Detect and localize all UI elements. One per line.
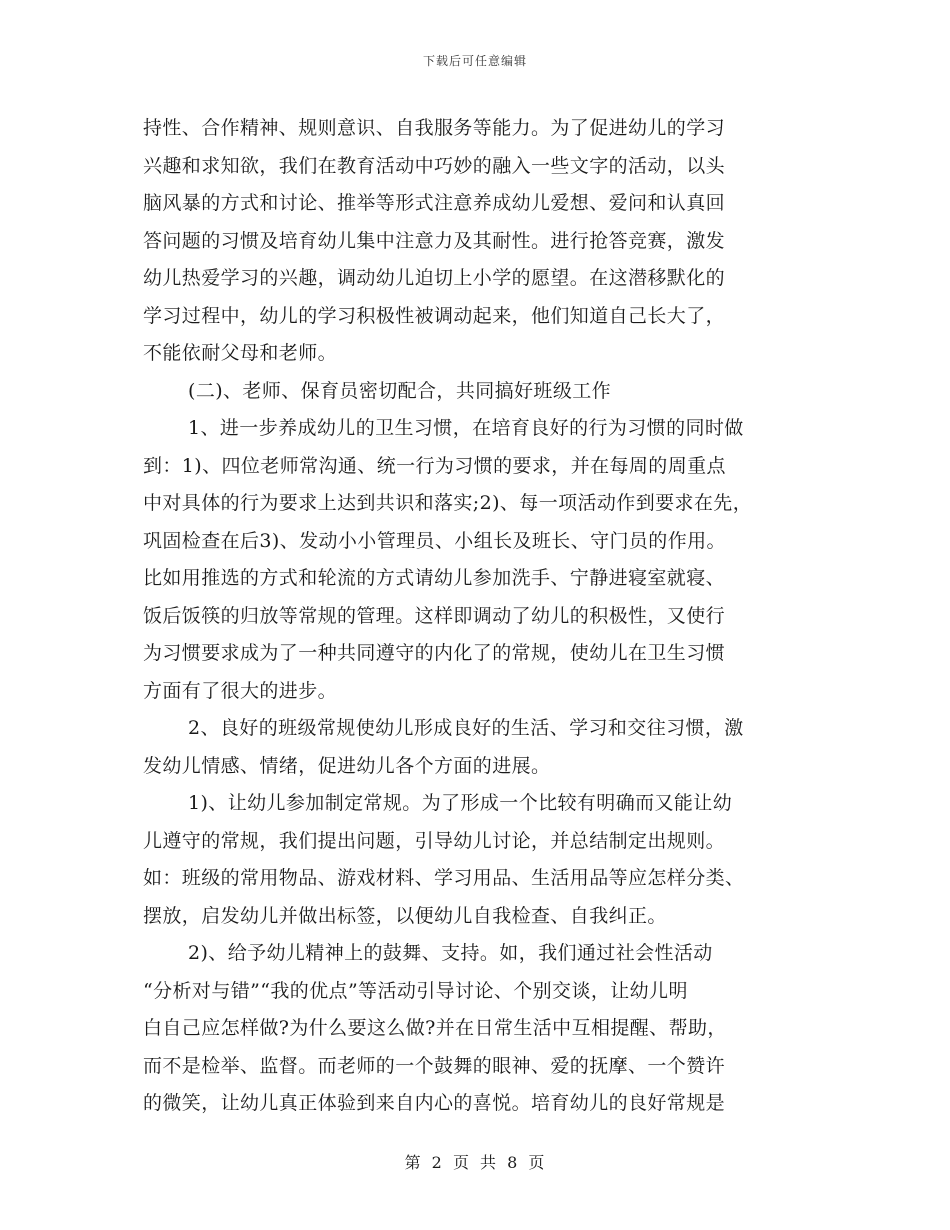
text-line: 学习过程中，幼儿的学习积极性被调动起来，他们知道自己长大了，: [143, 304, 726, 327]
text-line: 如：班级的常用物品、游戏材料、学习用品、生活用品等应怎样分类、: [143, 867, 745, 889]
text-line: 饭后饭筷的归放等常规的管理。这样即调动了幼儿的积极性，又使行: [143, 604, 726, 627]
text-line: 的微笑，让幼儿真正体验到来自内心的喜悦。培育幼儿的良好常规是: [143, 1092, 726, 1114]
text-line: 到：1)、四位老师常沟通、统一行为习惯的要求，并在每周的周重点: [143, 454, 726, 477]
text-line: 方面有了很大的进步。: [143, 679, 338, 702]
text-line: 发幼儿情感、情绪，促进幼儿各个方面的进展。: [143, 754, 551, 777]
text-line: 摆放，启发幼儿并做出标签，以便幼儿自我检查、自我纠正。: [143, 904, 667, 927]
text-line: 比如用推选的方式和轮流的方式请幼儿参加洗手、宁静进寝室就寝、: [143, 567, 726, 589]
text-line: 答问题的习惯及培育幼儿集中注意力及其耐性。进行抢答竞赛，激发: [143, 229, 726, 252]
page-header: 下载后可任意编辑: [422, 54, 527, 68]
text-line: 中对具体的行为要求上达到共识和落实;2)、每一项活动作到要求在先，: [143, 492, 753, 514]
section-heading: (二)、老师、保育员密切配合，共同搞好班级工作: [188, 379, 612, 402]
page-number: 第 2 页 共 8 页: [404, 1153, 546, 1172]
text-line: 幼儿热爱学习的兴趣，调动幼儿迫切上小学的愿望。在这潜移默化的: [143, 267, 726, 289]
text-line: 脑风暴的方式和讨论、推举等形式注意养成幼儿爱想、爱问和认真回: [143, 192, 726, 214]
text-line: 不能依耐父母和老师。: [143, 342, 338, 364]
text-line: 为习惯要求成为了一种共同遵守的内化了的常规，使幼儿在卫生习惯: [143, 642, 726, 664]
text-line: 而不是检举、监督。而老师的一个鼓舞的眼神、爱的抚摩、一个赞许: [143, 1054, 726, 1077]
text-line: “分析对与错”“我的优点”等活动引导讨论、个别交谈，让幼儿明: [143, 979, 688, 1002]
text-line: 1)、让幼儿参加制定常规。为了形成一个比较有明确而又能让幼: [188, 792, 733, 814]
document-body: [143, 110, 815, 1123]
text-line: 2)、给予幼儿精神上的鼓舞、支持。如，我们通过社会性活动: [188, 942, 713, 964]
text-line: 白自己应怎样做?为什么要这么做?并在日常生活中互相提醒、帮助，: [143, 1017, 727, 1039]
text-line: 1、进一步养成幼儿的卫生习惯，在培育良好的行为习惯的同时做: [188, 417, 744, 439]
text-line: 持性、合作精神、规则意识、自我服务等能力。为了促进幼儿的学习: [143, 117, 726, 139]
text-line: 兴趣和求知欲，我们在教育活动中巧妙的融入一些文字的活动，以头: [143, 154, 726, 177]
text-line: 巩固检查在后3)、发动小小管理员、小组长及班长、守门员的作用。: [143, 529, 726, 552]
text-line: 2、良好的班级常规使幼儿形成良好的生活、学习和交往习惯，激: [188, 717, 744, 739]
text-line: 儿遵守的常规，我们提出问题，引导幼儿讨论，并总结制定出规则。: [143, 829, 726, 852]
